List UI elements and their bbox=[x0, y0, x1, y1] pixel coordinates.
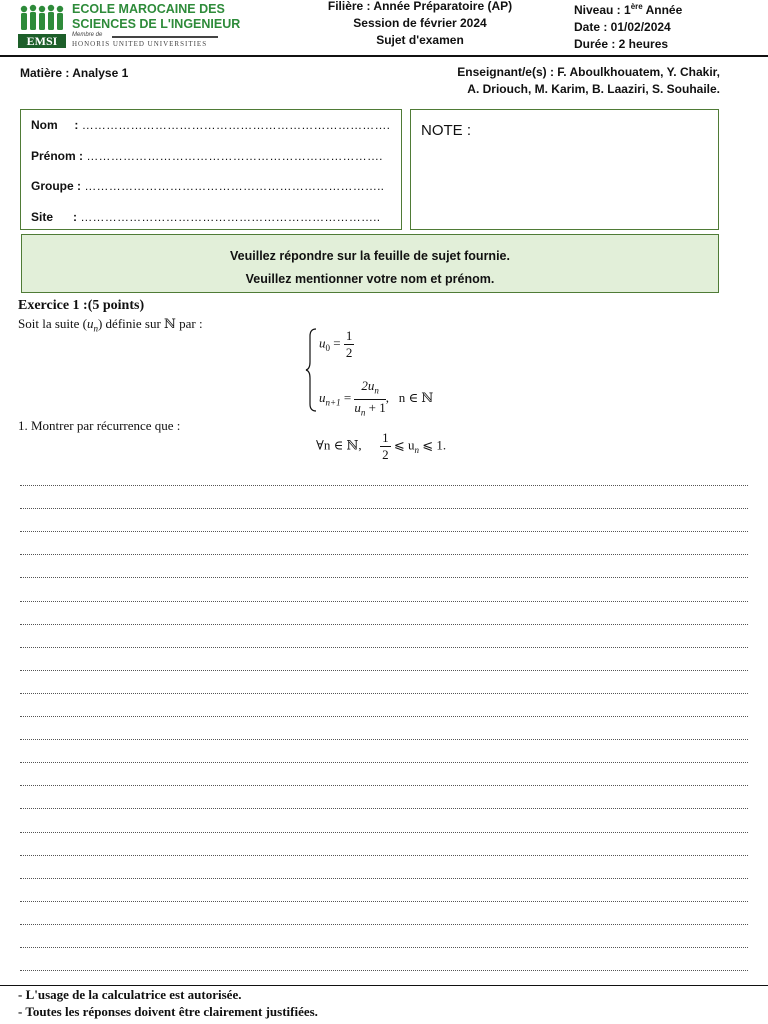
inequality: ∀n ∈ ℕ, $\frac{1}{2}$ ⩽ $u_n$ ⩽ 1. bbox=[316, 430, 447, 462]
exam-info bbox=[310, 0, 530, 49]
answer-line[interactable] bbox=[20, 554, 748, 555]
answer-line[interactable] bbox=[20, 647, 748, 648]
instruction-2: Veuillez mentionner votre nom et prénom. bbox=[245, 272, 495, 286]
footer-note-1: - L'usage de la calculatrice est autorisée. bbox=[18, 987, 242, 1002]
session: Session de février 2024 bbox=[353, 16, 487, 30]
teachers: Enseignant/e(s) : F. Aboulkhouatem, Y. Chakir, A. Driouch, M. Karim, B. Laaziri, S. Souhaile. bbox=[457, 65, 720, 96]
date: Date : 01/02/2024 bbox=[574, 20, 671, 34]
u0-equation: $u_0$ = $\frac{1}{2}$ bbox=[319, 328, 353, 360]
answer-line[interactable] bbox=[20, 739, 748, 740]
answer-line[interactable] bbox=[20, 485, 748, 486]
network-name: HONORIS UNITED UNIVERSITIES bbox=[72, 40, 208, 48]
exam-meta bbox=[574, 0, 682, 53]
subject-label: Matière : Analyse 1 bbox=[20, 66, 129, 80]
nom-field[interactable]: Nom : …………………………………………………………………. bbox=[31, 118, 391, 132]
answer-line[interactable] bbox=[20, 693, 748, 694]
logo-text: EMSI bbox=[26, 34, 58, 48]
left-brace bbox=[305, 328, 317, 412]
answer-line[interactable] bbox=[20, 508, 748, 509]
prenom-field[interactable]: Prénom : ………………………………………………………………. bbox=[31, 149, 383, 163]
answer-line[interactable] bbox=[20, 901, 748, 902]
niveau: Niveau : 1ère Année bbox=[574, 2, 683, 17]
answer-line[interactable] bbox=[20, 924, 748, 925]
footer-divider bbox=[0, 985, 768, 986]
answer-line[interactable] bbox=[20, 716, 748, 717]
school-name-line2: SCIENCES DE L'INGENIEUR bbox=[72, 17, 241, 31]
answer-line[interactable] bbox=[20, 670, 748, 671]
site-field[interactable]: Site : ……………………………………………………………….. bbox=[31, 210, 381, 224]
member-rule bbox=[112, 36, 218, 38]
footer-note-2: - Toutes les réponses doivent être clairement justifiées. bbox=[18, 1004, 318, 1019]
note-label: NOTE : bbox=[421, 122, 472, 139]
answer-line[interactable] bbox=[20, 601, 748, 602]
sequence-definition bbox=[305, 328, 505, 418]
answer-line[interactable] bbox=[20, 970, 748, 971]
recurrence-equation: $u_{n+1}$ = $\frac{2u_n}{u_n + 1}$ , n ∈ ℕ bbox=[319, 378, 434, 418]
answer-line[interactable] bbox=[20, 531, 748, 532]
answer-line[interactable] bbox=[20, 577, 748, 578]
school-logo bbox=[18, 2, 66, 50]
answer-line[interactable] bbox=[20, 808, 748, 809]
header-divider bbox=[0, 55, 768, 57]
answer-line[interactable] bbox=[20, 762, 748, 763]
sujet: Sujet d'examen bbox=[376, 33, 464, 47]
answer-line[interactable] bbox=[20, 785, 748, 786]
filiere: Filière : Année Préparatoire (AP) bbox=[327, 0, 513, 13]
school-name-line1: ECOLE MAROCAINE DES bbox=[72, 2, 225, 16]
answer-line[interactable] bbox=[20, 878, 748, 879]
groupe-field[interactable]: Groupe : ……………………………………………………………….. bbox=[31, 179, 385, 193]
identity-box bbox=[20, 109, 402, 230]
answer-line[interactable] bbox=[20, 832, 748, 833]
answer-line[interactable] bbox=[20, 947, 748, 948]
note-box[interactable] bbox=[410, 109, 719, 230]
member-of-label: Membre de bbox=[72, 32, 103, 38]
answer-line[interactable] bbox=[20, 855, 748, 856]
duree: Durée : 2 heures bbox=[574, 37, 669, 51]
instructions-box bbox=[21, 234, 719, 293]
answer-line[interactable] bbox=[20, 624, 748, 625]
instruction-1: Veuillez répondre sur la feuille de sujet fournie. bbox=[230, 249, 510, 263]
exercise-title: Exercice 1 :(5 points) bbox=[18, 298, 145, 313]
question-1: 1. Montrer par récurrence que : bbox=[18, 418, 181, 433]
exercise-intro: Soit la suite $(u_n)$ définie sur ℕ par : bbox=[18, 316, 203, 334]
